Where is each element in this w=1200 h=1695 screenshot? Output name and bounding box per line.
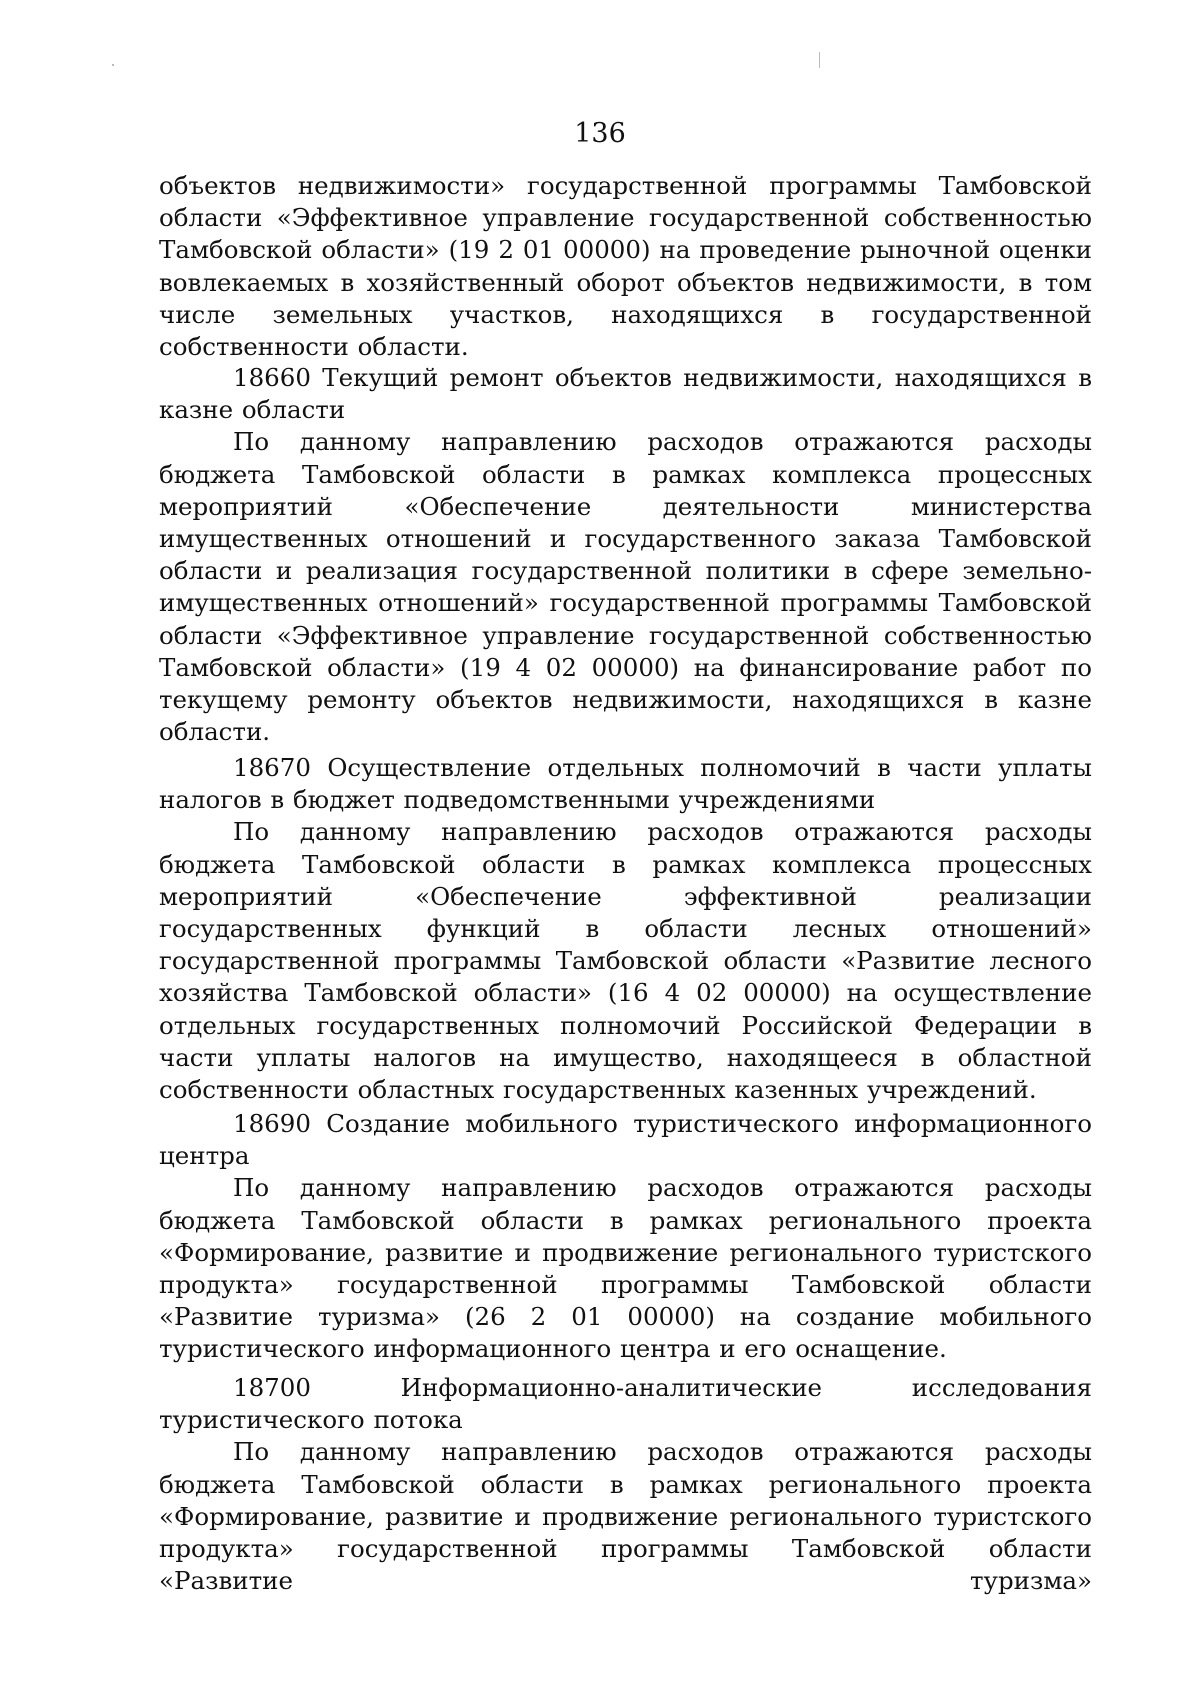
section-body: По данному направлению расходов отражаются расходы бюджета Тамбовской области в рамках комплекса процессных мероприятий «Обеспечение деятельности министерства имущественных отношений и государственного заказа Тамбовской области и реализация государственной политики в сфере земельно-имущественных отношений» государственной программы Тамбовской области «Эффективное управление государственной собственностью Тамбовской области» (19 4 02 00000) на финансирование работ по текущему ремонту объектов недвижимости, находящихся в казне области.: [159, 427, 1092, 747]
section-heading: 18700 Информационно-аналитические исследования туристического потока: [159, 1373, 1092, 1435]
section-heading: 18670 Осуществление отдельных полномочий в части уплаты налогов в бюджет подведомственными учреждениями: [159, 753, 1092, 815]
section-heading: 18690 Создание мобильного туристического информационного центра: [159, 1109, 1092, 1171]
scan-artifact-dot: [112, 64, 114, 66]
section-18660: [159, 362, 1092, 748]
section-18700: [159, 1372, 1092, 1597]
section-body: По данному направлению расходов отражаются расходы бюджета Тамбовской области в рамках регионального проекта «Формирование, развитие и продвижение регионального туристского продукта» государственной программы Тамбовской области «Развитие туризма» (26 2 01 00000) на создание мобильного туристического информационного центра и его оснащение.: [159, 1173, 1092, 1364]
section-18690: [159, 1108, 1092, 1366]
scan-artifact-line: [819, 52, 820, 68]
page-number: 136: [574, 118, 626, 149]
section-18670: [159, 752, 1092, 1106]
intro-paragraph: объектов недвижимости» государственной программы Тамбовской области «Эффективное управление государственной собственностью Тамбовской области» (19 2 01 00000) на проведение рыночной оценки вовлекаемых в хозяйственный оборот объектов недвижимости, в том числе земельных участков, находящихся в государственной собственности области.: [159, 171, 1092, 362]
section-body: По данному направлению расходов отражаются расходы бюджета Тамбовской области в рамках регионального проекта «Формирование, развитие и продвижение регионального туристского продукта» государственной программы Тамбовской области «Развитие туризма»: [159, 1437, 1092, 1596]
intro-paragraph-block: [159, 170, 1092, 363]
section-heading: 18660 Текущий ремонт объектов недвижимости, находящихся в казне области: [159, 363, 1092, 425]
section-body: По данному направлению расходов отражаются расходы бюджета Тамбовской области в рамках комплекса процессных мероприятий «Обеспечение эффективной реализации государственных функций в области лесных отношений» государственной программы Тамбовской области «Развитие лесного хозяйства Тамбовской области» (16 4 02 00000) на осуществление отдельных государственных полномочий Российской Федерации в части уплаты налогов на имущество, находящееся в областной собственности областных государственных казенных учреждений.: [159, 817, 1092, 1105]
